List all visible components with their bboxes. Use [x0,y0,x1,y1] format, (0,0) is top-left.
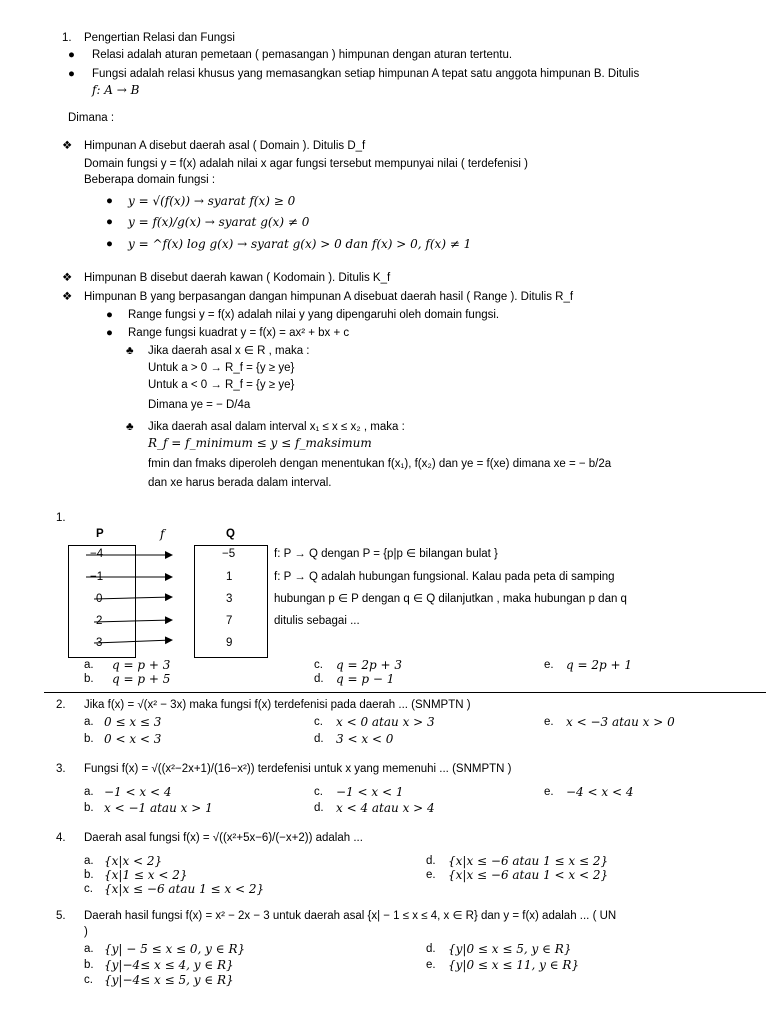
q5-text-continuation: ) [84,926,88,938]
option-letter: c. [314,786,323,798]
domain-description: Domain fungsi y = f(x) adalah nilai x agar fungsi tersebut mempunyai nilai ( terdefenisi ) [84,158,528,170]
option-letter: b. [84,869,94,881]
range-case-2c: dan xe harus berada dalam interval. [148,477,332,489]
bullet-dot-icon: ● [68,68,75,80]
option-letter: d. [314,802,324,814]
q2-option-a[interactable]: 0 ≤ x ≤ 3 [104,715,162,729]
domain-rule-fraction: y = f(x)/g(x) → syarat g(x) ≠ 0 [128,215,310,229]
q5-option-c[interactable]: {y|−4≤ x ≤ 5, y ∈ R} [104,973,234,987]
q3-option-b[interactable]: x < −1 atau x > 1 [104,801,213,815]
bullet-dot-icon: ● [106,216,113,228]
q5-option-d[interactable]: {y|0 ≤ x ≤ 5, y ∈ R} [448,942,572,956]
divider-line [44,692,766,693]
range-case-1: Jika daerah asal x ∈ R , maka : [148,345,310,357]
bullet-dot-icon: ● [106,309,113,321]
option-letter: c. [314,659,323,671]
question-number: 4. [56,832,66,844]
q2-text: Jika f(x) = √(x² − 3x) maka fungsi f(x) terdefenisi pada daerah ... (SNMPTN ) [84,699,471,711]
q1-statement-1: f: P → Q dengan P = {p|p ∈ bilangan bulat } [274,548,498,560]
range-case-2b: fmin dan fmaks diperoleh dengan menentukan f(x₁), f(x₂) dan ye = f(xe) dimana xe = − b/2a [148,458,612,470]
domain-rule-root: y = √(f(x)) → syarat f(x) ≥ 0 [128,194,296,208]
set-q-element: 9 [226,637,233,649]
q1-option-e[interactable]: q = 2p + 1 [566,658,632,672]
diamond-bullet-icon: ❖ [62,140,73,152]
range-case-2a: R_f = f_minimum ≤ y ≤ f_maksimum [148,436,372,450]
q3-option-a[interactable]: −1 < x < 4 [104,785,172,799]
definition-relasi: Relasi adalah aturan pemetaan ( pemasangan ) himpunan dengan aturan tertentu. [92,49,513,61]
set-p-label: P [96,528,104,540]
option-letter: d. [426,855,436,867]
definition-fungsi: Fungsi adalah relasi khusus yang memasangkan setiap himpunan A tepat satu anggota himpunan B. Ditulis [92,68,640,80]
range-bullet-1: Range fungsi y = f(x) adalah nilai y yang dipengaruhi oleh domain fungsi. [128,309,500,321]
set-q-label: Q [226,528,235,540]
set-q-element: −5 [222,548,236,560]
bullet-dot-icon: ● [106,327,113,339]
q2-option-b[interactable]: 0 < x < 3 [104,732,162,746]
option-letter: d. [426,943,436,955]
section-number: 1. [62,32,72,44]
option-letter: a. [84,943,94,955]
kodomain-title: Himpunan B disebut daerah kawan ( Kodomain ). Ditulis K_f [84,272,391,284]
set-p-element: 0 [96,593,103,605]
mapping-arrow [94,640,172,643]
mapping-arrow [94,620,172,622]
set-q-element: 3 [226,593,233,605]
q1-option-c[interactable]: q = 2p + 3 [336,658,402,672]
q1-statement-4: ditulis sebagai ... [274,615,360,627]
option-letter: c. [314,716,323,728]
bullet-dot-icon: ● [106,195,113,207]
question-number: 3. [56,763,66,775]
club-bullet-icon: ♣ [126,345,134,357]
q4-text: Daerah asal fungsi f(x) = √((x²+5x−6)/(−x+2)) adalah ... [84,832,363,844]
dimana-label: Dimana : [68,112,115,124]
bullet-dot-icon: ● [68,49,75,61]
option-letter: b. [84,802,94,814]
q1-option-d[interactable]: q = p − 1 [336,672,395,686]
set-p-element: −4 [90,548,104,560]
set-q-element: 1 [226,571,233,583]
option-letter: e. [544,786,554,798]
definition-fungsi-notation: f: A → B [92,83,140,97]
q4-option-b[interactable]: {x|1 ≤ x < 2} [104,868,188,882]
option-letter: e. [544,659,554,671]
q5-option-b[interactable]: {y|−4≤ x ≤ 4, y ∈ R} [104,958,234,972]
set-p-element: −1 [90,571,104,583]
q1-statement-3: hubungan p ∈ P dengan q ∈ Q dilanjutkan , maka hubungan p dan q [274,593,627,605]
option-letter: c. [84,883,93,895]
q5-text: Daerah hasil fungsi f(x) = x² − 2x − 3 untuk daerah asal {x| − 1 ≤ x ≤ 4, x ∈ R} dan y = f(x) adalah ... ( UN [84,910,617,922]
option-letter: a. [84,716,94,728]
function-f-label: f [160,527,165,541]
range-case-1b: Untuk a < 0 → R_f = {y ≥ ye} [148,379,295,391]
range-case-2: Jika daerah asal dalam interval x₁ ≤ x ≤ x₂ , maka : [148,421,405,433]
range-title: Himpunan B yang berpasangan dangan himpunan A disebuat daerah hasil ( Range ). Ditulis R_f [84,291,574,303]
range-case-1a: Untuk a > 0 → R_f = {y ≥ ye} [148,362,295,374]
q2-option-d[interactable]: 3 < x < 0 [336,732,394,746]
q2-option-c[interactable]: x < 0 atau x > 3 [336,715,435,729]
club-bullet-icon: ♣ [126,421,134,433]
q2-option-e[interactable]: x < −3 atau x > 0 [566,715,675,729]
option-letter: d. [314,733,324,745]
range-case-1c: Dimana ye = − D/4a [148,399,251,411]
option-letter: b. [84,733,94,745]
q3-option-d[interactable]: x < 4 atau x > 4 [336,801,435,815]
domain-subheading: Beberapa domain fungsi : [84,174,216,186]
q1-option-b[interactable]: q = p + 5 [112,672,171,686]
q4-option-a[interactable]: {x|x < 2} [104,854,163,868]
option-letter: b. [84,673,94,685]
option-letter: b. [84,959,94,971]
q5-option-e[interactable]: {y|0 ≤ x ≤ 11, y ∈ R} [448,958,580,972]
q1-statement-2: f: P → Q adalah hubungan fungsional. Kalau pada peta di samping [274,571,615,583]
option-letter: a. [84,786,94,798]
q5-option-a[interactable]: {y| − 5 ≤ x ≤ 0, y ∈ R} [104,942,246,956]
set-p-element: 2 [96,615,103,627]
q1-option-a[interactable]: q = p + 3 [112,658,171,672]
question-number: 1. [56,512,66,524]
set-q-element: 7 [226,615,233,627]
diamond-bullet-icon: ❖ [62,272,73,284]
question-number: 5. [56,910,66,922]
diamond-bullet-icon: ❖ [62,291,73,303]
mapping-arrow [94,597,172,599]
range-bullet-2: Range fungsi kuadrat y = f(x) = ax² + bx + c [128,327,350,339]
domain-title: Himpunan A disebut daerah asal ( Domain ). Ditulis D_f [84,140,366,152]
option-letter: e. [544,716,554,728]
q3-text: Fungsi f(x) = √((x²−2x+1)/(16−x²)) terdefenisi untuk x yang memenuhi ... (SNMPTN ) [84,763,512,775]
q4-option-d[interactable]: {x|x ≤ −6 atau 1 ≤ x ≤ 2} [448,854,609,868]
option-letter: a. [84,659,94,671]
option-letter: e. [426,869,436,881]
set-p-element: 3 [96,637,103,649]
section-heading: Pengertian Relasi dan Fungsi [84,32,235,44]
bullet-dot-icon: ● [106,238,113,250]
option-letter: d. [314,673,324,685]
q3-option-e[interactable]: −4 < x < 4 [566,785,634,799]
option-letter: c. [84,974,93,986]
option-letter: e. [426,959,436,971]
domain-rule-log: y = ^f(x) log g(x) → syarat g(x) > 0 dan f(x) > 0, f(x) ≠ 1 [128,237,472,251]
q3-option-c[interactable]: −1 < x < 1 [336,785,404,799]
q4-option-c[interactable]: {x|x ≤ −6 atau 1 ≤ x < 2} [104,882,265,896]
option-letter: a. [84,855,94,867]
q4-option-e[interactable]: {x|x ≤ −6 atau 1 < x < 2} [448,868,609,882]
question-number: 2. [56,699,66,711]
